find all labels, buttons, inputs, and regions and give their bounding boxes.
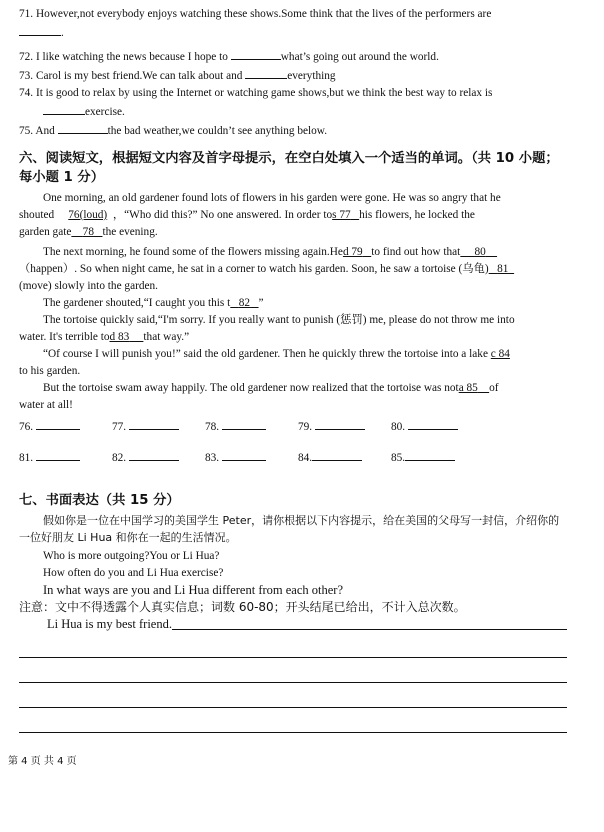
question-75-pre: 75. And [19,125,55,137]
text-span: water. It's terrible to [19,331,110,343]
writing-line-1[interactable] [19,633,567,658]
blank-71[interactable] [19,23,61,36]
passage-p6-line1 [19,380,567,397]
text-span: But the tortoise swam away happily. The old gardener now realized that the tortoise was not [43,382,459,394]
writing-line-3[interactable] [19,683,567,708]
blank-81[interactable]: 81 [497,263,509,275]
writing-note: 注意：文中不得透露个人真实信息；词数 60-80；开头结尾已给出，不计入总次数。 [19,600,466,614]
text-span: ” [258,297,264,309]
passage-p1-line1: One morning, an old gardener found lots of flowers in his garden were gone. He was so angry that he [43,192,501,204]
answer-76[interactable] [19,417,112,436]
blank-73[interactable] [245,66,287,79]
text-span: ，“Who did this?” No one answered. In order to [112,209,333,221]
answer-row-1 [19,417,567,436]
writing-start-line [47,616,567,633]
text-span: （happen）. So when night came, he sat in a corner to watch his garden. Soon, he saw a tortoise (乌龟) [19,263,489,275]
passage-p2-line1 [19,244,567,261]
question-71 [19,6,567,23]
writing-prompt-2: How often do you and Li Hua exercise? [43,567,224,579]
writing-line-4[interactable] [19,708,567,733]
question-73 [19,66,567,85]
answer-label: 78. [205,421,220,433]
answer-84[interactable] [298,448,391,467]
question-71-end: . [61,27,64,39]
question-73-post: everything [287,70,336,82]
answer-blank[interactable] [129,448,179,461]
answer-blank[interactable] [408,417,458,430]
answer-77[interactable] [112,417,205,436]
answer-label: 84. [298,452,313,464]
answer-85[interactable] [391,448,484,467]
answer-blank[interactable] [312,448,362,461]
answer-blank[interactable] [36,417,80,430]
answer-82[interactable] [112,448,205,467]
answer-label: 82. [112,452,127,464]
answer-79[interactable] [298,417,391,436]
blank-85[interactable]: a 85 [458,382,478,394]
answer-label: 77. [112,421,127,433]
passage-p4-line1: The tortoise quickly said,“I'm sorry. If you really want to punish (惩罚) me, please do not throw me into [43,314,515,326]
answer-label: 79. [298,421,313,433]
blank-72[interactable] [231,47,281,60]
text-span: The next morning, he found some of the flowers missing again.He [43,246,343,258]
blank-80[interactable]: 80 [474,246,486,258]
question-74-line2 [19,102,567,121]
text-span: that way.” [143,331,190,343]
blank-78[interactable]: 78 [82,226,94,238]
passage-p2-line3: (move) slowly into the garden. [19,280,158,292]
answer-label: 83. [205,452,220,464]
answer-blank[interactable] [315,417,365,430]
answer-83[interactable] [205,448,298,467]
text-span: of [489,382,499,394]
exam-page [19,6,567,733]
answer-blank[interactable] [405,448,455,461]
passage-p2-line2 [19,261,567,278]
answer-80[interactable] [391,417,484,436]
question-75 [19,121,567,140]
blank-79[interactable]: d 79 [342,246,363,258]
answer-blank[interactable] [222,417,266,430]
question-75-post: the bad weather,we couldn’t see anything below. [107,125,328,137]
passage-p6-line2: water at all! [19,399,73,411]
question-71-line2 [19,23,567,42]
blank-75[interactable] [58,121,108,134]
blank-82[interactable]: 82 [238,297,251,309]
text-span: garden gate [19,226,72,238]
blank-84[interactable]: c 84 [490,348,510,360]
passage-p5-line1 [19,346,567,363]
answer-78[interactable] [205,417,298,436]
answer-row-2 [19,448,567,467]
text-span: the evening. [102,226,158,238]
answer-81[interactable] [19,448,112,467]
answer-label: 76. [19,421,34,433]
text-span: shouted [19,209,55,221]
answer-label: 80. [391,421,406,433]
question-74-text: 74. It is good to relax by using the Internet or watching game shows,but we think the best way to relax is [19,87,493,99]
question-71-text: 71. However,not everybody enjoys watching these shows.Some think that the lives of the performers are [19,8,492,20]
blank-74[interactable] [43,102,85,115]
answer-blank[interactable] [222,448,266,461]
answer-blank[interactable] [129,417,179,430]
question-73-pre: 73. Carol is my best friend.We can talk about and [19,70,243,82]
question-72-post: what’s going out around the world. [280,51,439,63]
writing-prompt-1: Who is more outgoing?You or Li Hua? [43,550,220,562]
writing-line-2[interactable] [19,658,567,683]
text-span: his flowers, he locked the [359,209,475,221]
answer-label: 85. [391,452,406,464]
question-74-post: exercise. [85,106,125,118]
blank-83[interactable]: d 83 [109,331,130,343]
blank-77[interactable]: s 77 [332,209,351,221]
page-footer: 第 4 页 共 4 页 [8,756,77,767]
passage-p1-line2 [19,207,567,224]
text-span: “Of course I will punish you!” said the old gardener. Then he quickly threw the tortoise into a lake [43,348,488,360]
passage-p4-line2 [19,329,567,346]
answer-label: 81. [19,452,34,464]
blank-76[interactable]: 76(loud) [68,209,108,221]
question-72-pre: 72. I like watching the news because I hope to [19,51,228,63]
section-6-heading: 六、阅读短文，根据短文内容及首字母提示，在空白处填入一个适当的单词。（共 10 小题；每小题 1 分） [19,151,559,185]
section-7-heading: 七、书面表达（共 15 分） [19,493,180,508]
answer-blank[interactable] [36,448,80,461]
passage-p3 [19,295,567,312]
text-span: to find out how that [371,246,461,258]
text-span: The gardener shouted,“I caught you this t [43,297,231,309]
writing-prompt-3: In what ways are you and Li Hua different from each other? [43,583,343,597]
writing-intro: 假如你是一位在中国学习的美国学生 Peter，请你根据以下内容提示，给在美国的父母写一封信，介绍你的一位好朋友 Li Hua 和你在一起的生活情况。 [19,514,560,544]
passage-p5-line2: to his garden. [19,365,81,377]
passage-p1-line3 [19,224,567,241]
question-72 [19,47,567,66]
writing-start-text: Li Hua is my best friend. [47,617,172,631]
question-74 [19,85,567,102]
writing-line-0[interactable] [172,616,567,630]
